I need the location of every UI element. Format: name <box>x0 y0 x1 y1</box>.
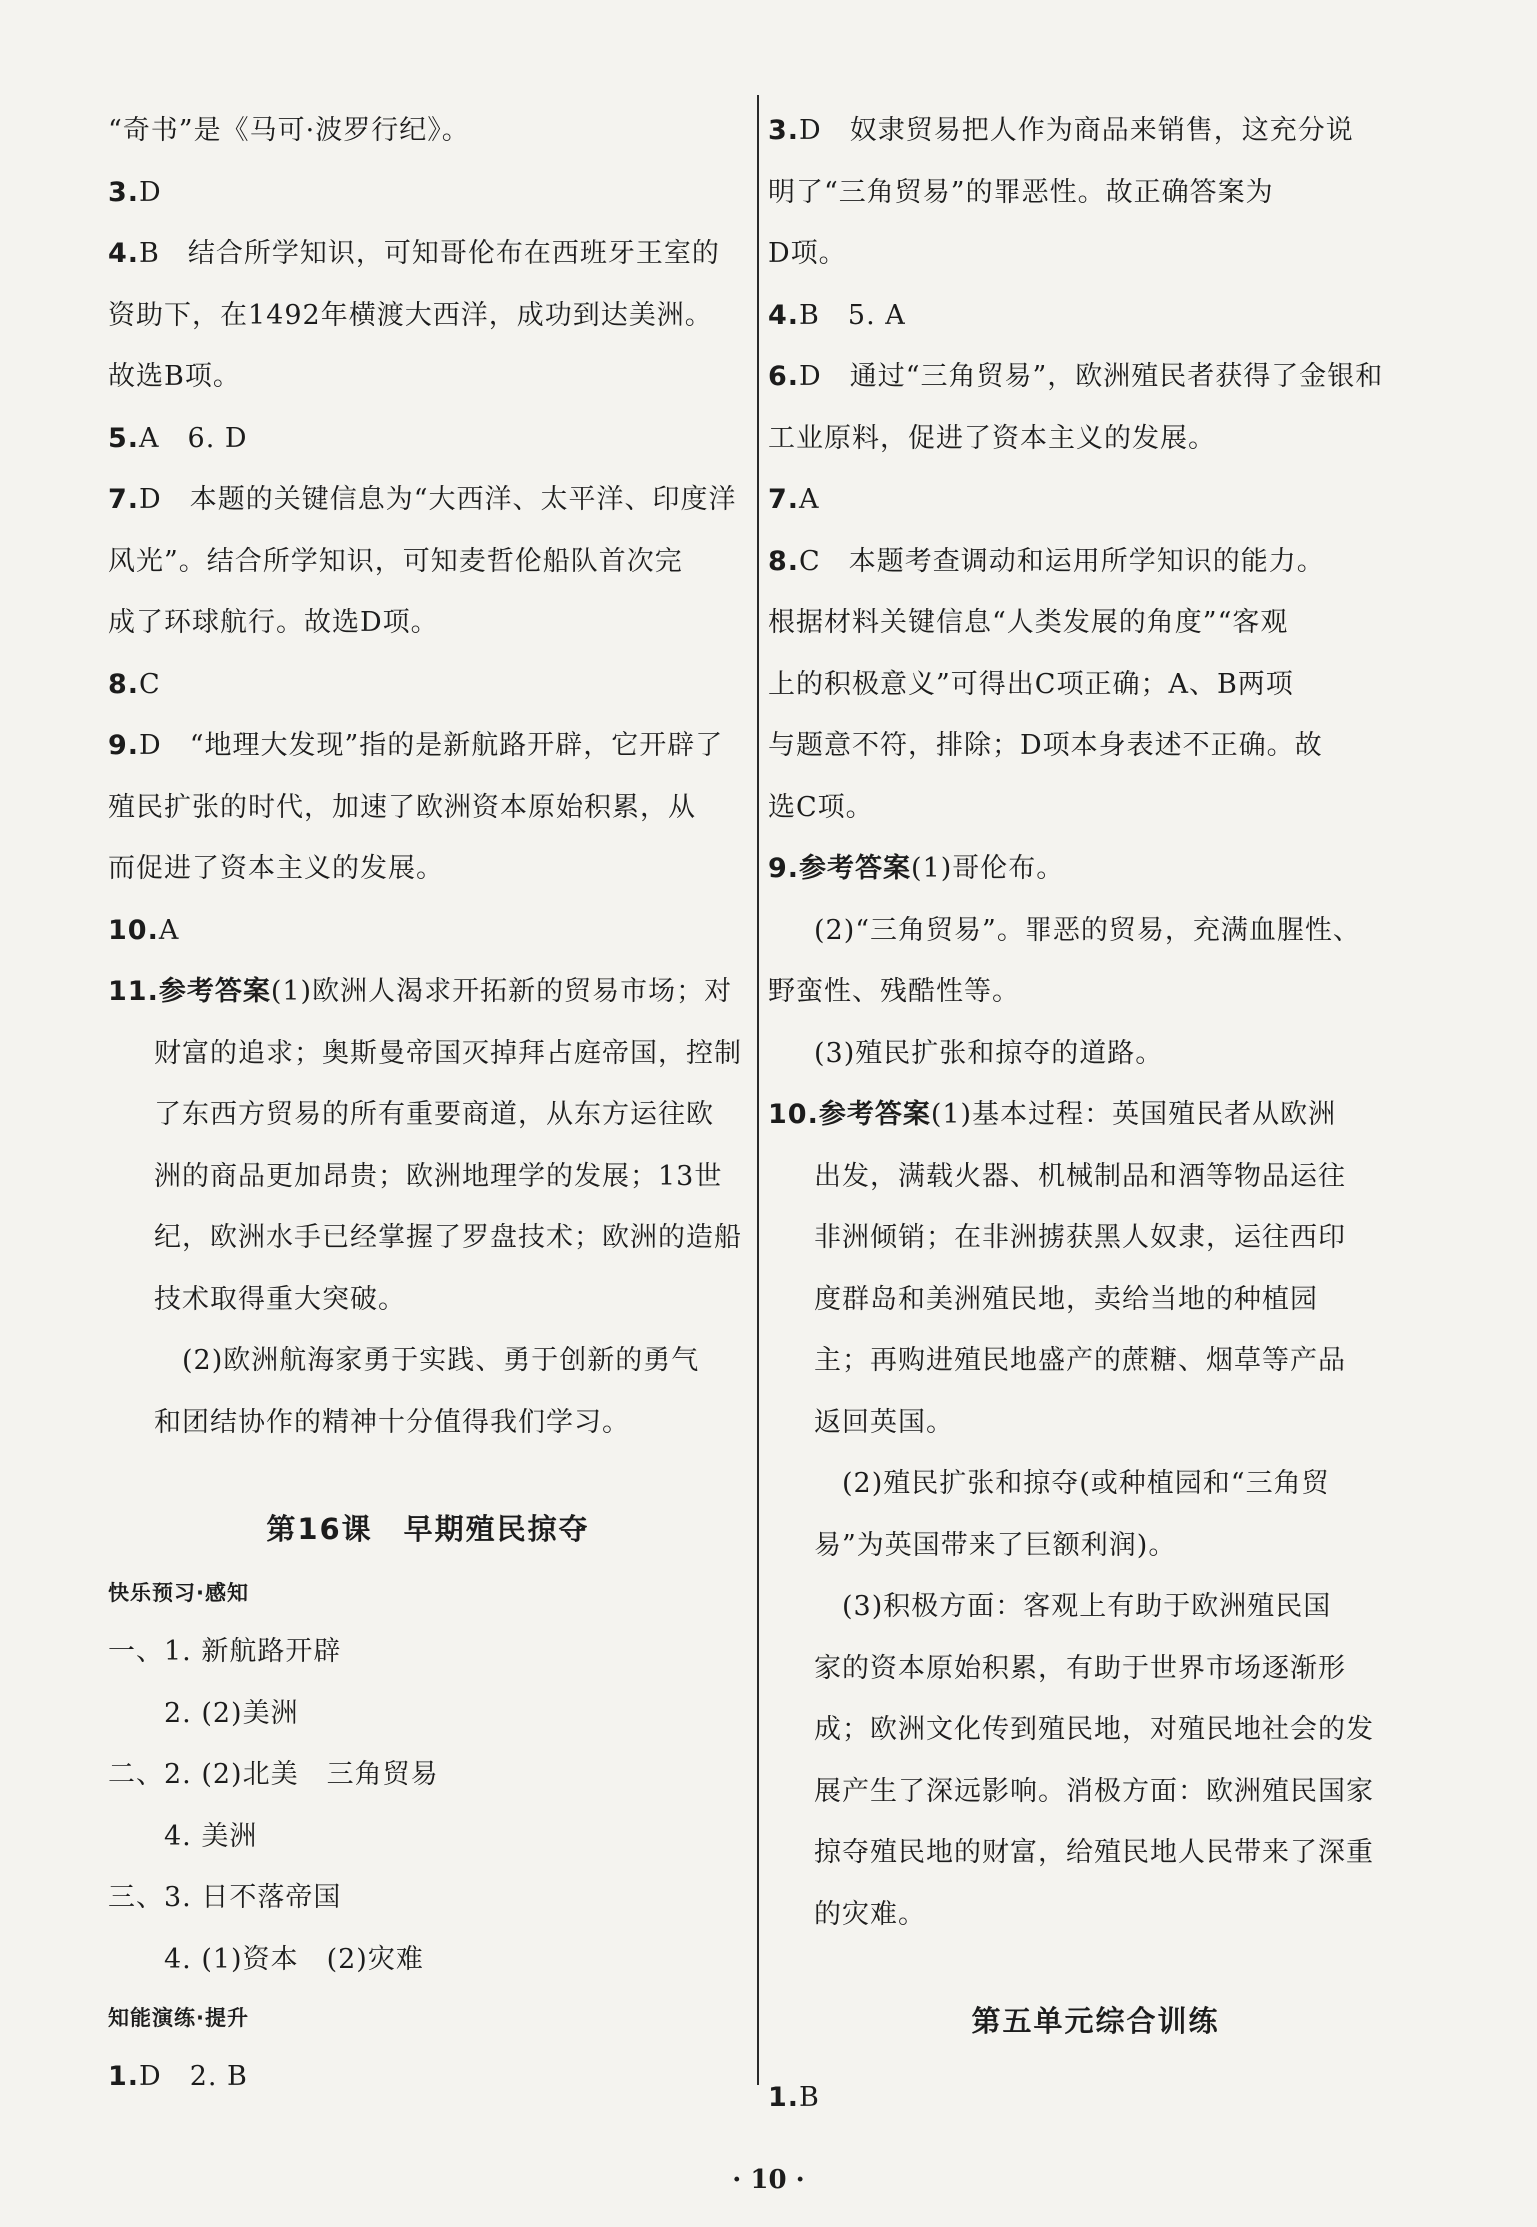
answer-line <box>108 285 748 347</box>
answer-line <box>108 223 748 285</box>
answer-line <box>768 223 1423 285</box>
answer-line <box>768 1330 1423 1392</box>
answer-line <box>768 285 1423 347</box>
answer-line <box>768 715 1423 777</box>
answer-line <box>108 1146 748 1208</box>
answer-text: (2)殖民扩张和掠夺(或种植园和“三角贸 <box>814 1468 1330 1499</box>
answer-text: B 5. A <box>799 299 906 331</box>
answer-text: A 6. D <box>139 422 248 454</box>
answer-text: 返回英国。 <box>814 1406 954 1438</box>
answer-line <box>108 1929 748 1991</box>
answer-line <box>108 1330 748 1392</box>
answer-text: 4. 美洲 <box>108 1820 258 1852</box>
question-number: 7. <box>108 484 140 515</box>
answer-text: A <box>799 484 820 515</box>
answer-text: C <box>139 668 161 700</box>
answer-line <box>108 100 748 162</box>
answer-text: “奇书”是《马可·波罗行纪》。 <box>108 115 470 146</box>
answer-text: B <box>799 2082 820 2113</box>
answer-line <box>108 1207 748 1269</box>
answer-text: 了东西方贸易的所有重要商道，从东方运往欧 <box>154 1099 714 1130</box>
spacer <box>768 1945 1423 1985</box>
answer-text: 家的资本原始积累，有助于世界市场逐渐形 <box>814 1652 1346 1684</box>
answer-text: B 结合所学知识，可知哥伦布在西班牙王室的 <box>139 238 720 269</box>
answer-line <box>768 1146 1423 1208</box>
answer-line <box>108 1806 748 1868</box>
answer-line <box>108 838 748 900</box>
answer-text: D “地理大发现”指的是新航路开辟，它开辟了 <box>139 730 724 761</box>
answer-line <box>768 1023 1423 1085</box>
answer-text: 二、2. (2)北美 三角贸易 <box>108 1759 439 1790</box>
answer-line <box>108 961 748 1023</box>
answer-line <box>108 1392 748 1454</box>
answer-text: 上的积极意义”可得出C项正确；A、B两项 <box>768 668 1294 700</box>
answer-line <box>768 900 1423 962</box>
answer-text: 根据材料关键信息“人类发展的角度”“客观 <box>768 607 1289 638</box>
answer-line <box>108 469 748 531</box>
answer-line <box>768 531 1423 593</box>
answer-text: 成了环球航行。故选D项。 <box>108 607 439 638</box>
question-number: 8. <box>768 545 800 577</box>
answer-text: 选C项。 <box>768 791 874 823</box>
answer-text: 殖民扩张的时代，加速了欧洲资本原始积累，从 <box>108 791 696 823</box>
answer-line <box>108 408 748 470</box>
answer-line <box>108 1084 748 1146</box>
answer-text: (1)哥伦布。 <box>911 853 1065 884</box>
answer-text: 三、3. 日不落帝国 <box>108 1882 342 1913</box>
answer-line <box>768 162 1423 224</box>
answer-line <box>768 1761 1423 1823</box>
question-number: 10. <box>108 914 159 946</box>
answer-text: (3)积极方面：客观上有助于欧洲殖民国 <box>814 1591 1332 1622</box>
answer-text: 技术取得重大突破。 <box>154 1283 406 1315</box>
answer-line <box>768 1884 1423 1946</box>
answer-line <box>108 900 748 962</box>
answer-line <box>768 961 1423 1023</box>
question-number: 3. <box>768 115 800 146</box>
question-number: 8. <box>108 668 140 700</box>
right-column <box>768 100 1423 2129</box>
answer-text: 野蛮性、残酷性等。 <box>768 976 1020 1007</box>
answer-text: D 本题的关键信息为“大西洋、太平洋、印度洋 <box>139 484 737 515</box>
answer-line <box>108 531 748 593</box>
answer-text: (2)欧洲航海家勇于实践、勇于创新的勇气 <box>154 1345 700 1376</box>
answer-text: 与题意不符，排除；D项本身表述不正确。故 <box>768 730 1323 761</box>
answer-text: D <box>139 176 162 208</box>
answer-text: (1)欧洲人渴求开拓新的贸易市场；对 <box>270 976 733 1007</box>
answer-text: 故选B项。 <box>108 361 241 392</box>
column-divider <box>757 95 759 2085</box>
preview-answers <box>108 1621 748 1990</box>
answer-text: 和团结协作的精神十分值得我们学习。 <box>154 1406 630 1438</box>
answer-text: D 奴隶贸易把人作为商品来销售，这充分说 <box>799 115 1354 146</box>
answer-line <box>768 408 1423 470</box>
answer-keyword: 参考答案 <box>158 976 271 1007</box>
question-number: 4. <box>768 299 800 331</box>
answer-text: 洲的商品更加昂贵；欧洲地理学的发展；13世 <box>154 1160 723 1192</box>
question-number: 7. <box>768 484 800 515</box>
question-number: 1. <box>768 2082 800 2113</box>
answer-text: 的灾难。 <box>814 1898 926 1930</box>
answer-line <box>768 838 1423 900</box>
question-number: 10. <box>768 1099 819 1130</box>
answer-text: 明了“三角贸易”的罪恶性。故正确答案为 <box>768 176 1274 208</box>
answer-text: 一、1. 新航路开辟 <box>108 1636 342 1667</box>
answer-text: 工业原料，促进了资本主义的发展。 <box>768 422 1216 454</box>
answer-line <box>768 1269 1423 1331</box>
answer-text: (2)“三角贸易”。罪恶的贸易，充满血腥性、 <box>814 914 1361 946</box>
answer-line <box>108 1683 748 1745</box>
answer-text: (3)殖民扩张和掠夺的道路。 <box>814 1037 1164 1069</box>
spacer <box>108 1453 748 1493</box>
question-number: 9. <box>108 730 140 761</box>
answer-text: 而促进了资本主义的发展。 <box>108 853 444 884</box>
answer-line <box>108 346 748 408</box>
answer-text: 风光”。结合所学知识，可知麦哲伦船队首次完 <box>108 545 683 577</box>
answer-line <box>108 777 748 839</box>
section-label-practice: 知能演练·提升 <box>108 2006 249 2030</box>
answer-line <box>108 654 748 716</box>
answer-line <box>108 1023 748 1085</box>
answer-line <box>108 162 748 224</box>
page-number: · 10 · <box>732 2165 805 2195</box>
answer-line <box>108 1621 748 1683</box>
question-number: 6. <box>768 361 800 392</box>
practice-answers <box>108 2046 748 2108</box>
answer-text: A <box>158 914 180 946</box>
answer-text: 财富的追求；奥斯曼帝国灭掉拜占庭帝国，控制 <box>154 1037 742 1069</box>
answer-line <box>768 777 1423 839</box>
answer-text: 4. (1)资本 (2)灾难 <box>108 1943 424 1975</box>
answer-keyword: 参考答案 <box>799 853 912 884</box>
answer-line <box>768 1392 1423 1454</box>
answer-line <box>768 654 1423 716</box>
answer-text: 成；欧洲文化传到殖民地，对殖民地社会的发 <box>814 1714 1374 1745</box>
answer-line <box>768 1453 1423 1515</box>
question-number: 9. <box>768 853 800 884</box>
answer-line <box>108 592 748 654</box>
answer-text: 易”为英国带来了巨额利润)。 <box>814 1529 1177 1561</box>
answer-text: 资助下，在1492年横渡大西洋，成功到达美洲。 <box>108 299 713 331</box>
answer-line <box>768 100 1423 162</box>
answer-keyword: 参考答案 <box>818 1099 931 1130</box>
answer-line <box>768 1084 1423 1146</box>
answer-line <box>768 1207 1423 1269</box>
question-number: 5. <box>108 422 140 454</box>
answer-text: 纪，欧洲水手已经掌握了罗盘技术；欧洲的造船 <box>154 1222 742 1253</box>
left-column <box>108 100 748 2108</box>
question-number: 11. <box>108 976 159 1007</box>
answer-line <box>108 2046 748 2108</box>
answer-text: D 2. B <box>139 2061 248 2092</box>
unit-heading: 第五单元综合训练 <box>971 2004 1220 2038</box>
answer-line <box>768 1822 1423 1884</box>
section-label-preview: 快乐预习·感知 <box>108 1581 249 1605</box>
unit-answers <box>768 2067 1423 2129</box>
answer-line <box>768 2067 1423 2129</box>
answer-line <box>768 1515 1423 1577</box>
answer-line <box>768 1638 1423 1700</box>
answer-line <box>108 1269 748 1331</box>
answer-line <box>108 715 748 777</box>
answer-line <box>108 1867 748 1929</box>
answer-text: 出发，满载火器、机械制品和酒等物品运往 <box>814 1160 1346 1192</box>
spacer <box>768 2057 1423 2067</box>
lesson-heading: 第16课 早期殖民掠夺 <box>266 1512 590 1546</box>
answer-line <box>768 469 1423 531</box>
answer-line <box>768 346 1423 408</box>
answer-text: C 本题考查调动和运用所学知识的能力。 <box>799 545 1325 577</box>
question-number: 4. <box>108 238 140 269</box>
answer-line <box>768 1699 1423 1761</box>
answer-text: D项。 <box>768 238 847 269</box>
answer-line <box>108 1744 748 1806</box>
right-answer-lines <box>768 100 1423 1945</box>
answer-text: 非洲倾销；在非洲掳获黑人奴隶，运往西印 <box>814 1222 1346 1253</box>
answer-line <box>768 1576 1423 1638</box>
answer-line <box>768 592 1423 654</box>
left-answer-lines <box>108 100 748 1453</box>
answer-text: 2. (2)美洲 <box>108 1697 299 1729</box>
answer-text: 度群岛和美洲殖民地，卖给当地的种植园 <box>814 1283 1318 1315</box>
answer-text: D 通过“三角贸易”，欧洲殖民者获得了金银和 <box>799 361 1384 392</box>
answer-text: 主；再购进殖民地盛产的蔗糖、烟草等产品 <box>814 1345 1346 1376</box>
question-number: 1. <box>108 2061 140 2092</box>
answer-text: 掠夺殖民地的财富，给殖民地人民带来了深重 <box>814 1837 1374 1868</box>
answer-text: 展产生了深远影响。消极方面：欧洲殖民国家 <box>814 1775 1374 1807</box>
answer-text: (1)基本过程：英国殖民者从欧洲 <box>930 1099 1337 1130</box>
question-number: 3. <box>108 176 140 208</box>
